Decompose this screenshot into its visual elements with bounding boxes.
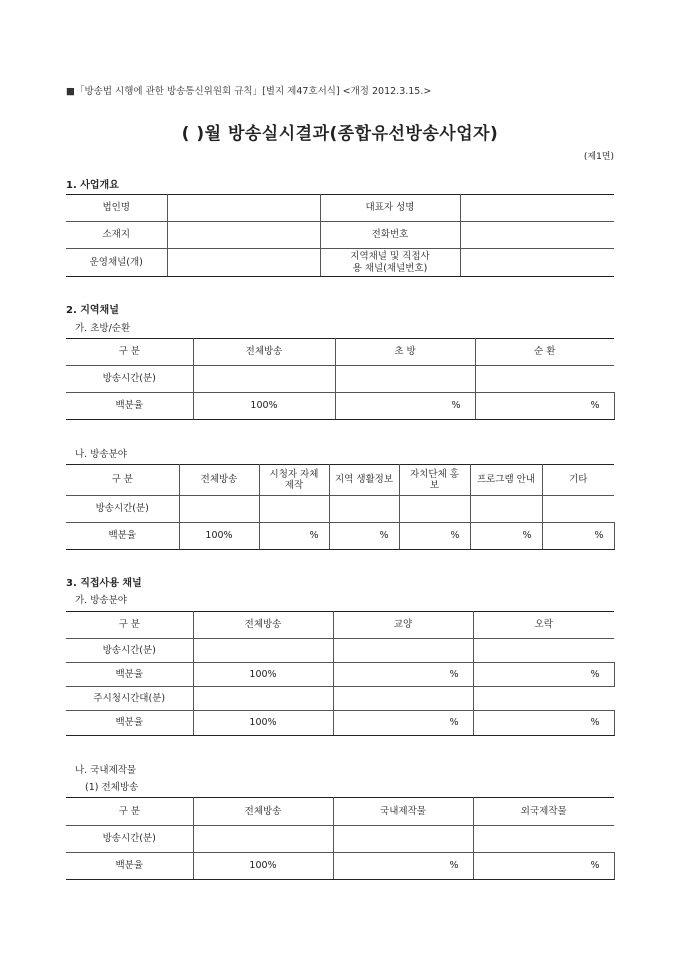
form-header: ■「방송법 시행에 관한 방송통신위원회 규칙」[별지 제47호서식] <개정 2012.3.15.> (66, 86, 432, 97)
airtime-rerun-field[interactable] (475, 366, 614, 393)
header-local-info: 지역 생활정보 (329, 465, 399, 496)
domestic-production-table (66, 797, 615, 880)
row-label-airtime: 방송시간(분) (66, 366, 193, 393)
label-phone: 전화번호 (320, 222, 460, 249)
percentage-program-guide-field[interactable]: % (470, 523, 542, 550)
header-foreign: 외국제작물 (473, 798, 614, 826)
row-label-percentage: 백분율 (66, 663, 193, 687)
header-education: 교양 (333, 612, 473, 639)
direct-channel-field-table (66, 611, 615, 736)
percentage-entertainment-field[interactable]: % (473, 663, 614, 687)
label-corp-name: 법인명 (66, 195, 167, 222)
label-local-direct-channels: 지역채널 및 직접사용 채널(채널번호) (320, 249, 460, 277)
section-3b-subtitle: 나. 국내제작물 (75, 765, 137, 776)
program-field-table (66, 464, 615, 550)
header-total: 전체방송 (193, 798, 333, 826)
row-label-airtime: 방송시간(분) (66, 639, 193, 663)
primetime-percentage-entertainment-field[interactable]: % (473, 711, 614, 736)
page-number: (제1면) (583, 152, 614, 162)
section-3-title: 3. 직접사용 채널 (66, 578, 142, 589)
ceo-name-field[interactable] (460, 195, 614, 222)
airtime-total-field[interactable] (193, 639, 333, 663)
primetime-entertainment-field[interactable] (473, 687, 614, 711)
phone-field[interactable] (460, 222, 614, 249)
section-1-title: 1. 사업개요 (66, 180, 119, 191)
header-viewer-produced: 시청자 자체제작 (259, 465, 329, 496)
header-category: 구 분 (66, 339, 193, 366)
header-category: 구 분 (66, 798, 193, 826)
airtime-first-run-field[interactable] (335, 366, 475, 393)
airtime-local-gov-field[interactable] (399, 496, 470, 523)
airtime-other-field[interactable] (542, 496, 614, 523)
percentage-first-run-field[interactable]: % (335, 393, 475, 420)
airtime-total-field[interactable] (193, 366, 335, 393)
airtime-total-field[interactable] (193, 826, 333, 853)
percentage-rerun-field[interactable]: % (475, 393, 614, 420)
percentage-education-field[interactable]: % (333, 663, 473, 687)
airtime-viewer-field[interactable] (259, 496, 329, 523)
section-2-title: 2. 지역채널 (66, 305, 119, 316)
business-overview-table (66, 194, 614, 277)
airtime-domestic-field[interactable] (333, 826, 473, 853)
label-ceo-name: 대표자 성명 (320, 195, 460, 222)
header-total: 전체방송 (193, 612, 333, 639)
percentage-total: 100% (193, 711, 333, 736)
local-direct-channels-field[interactable] (460, 249, 614, 277)
header-domestic: 국내제작물 (333, 798, 473, 826)
primetime-total-field[interactable] (193, 687, 333, 711)
airtime-total-field[interactable] (179, 496, 259, 523)
percentage-foreign-field[interactable]: % (473, 853, 614, 880)
row-label-percentage: 백분율 (66, 523, 179, 550)
percentage-local-info-field[interactable]: % (329, 523, 399, 550)
airtime-entertainment-field[interactable] (473, 639, 614, 663)
section-3a-subtitle: 가. 방송분야 (75, 595, 127, 606)
percentage-viewer-field[interactable]: % (259, 523, 329, 550)
airtime-education-field[interactable] (333, 639, 473, 663)
header-total: 전체방송 (193, 339, 335, 366)
section-2a-subtitle: 가. 초방/순환 (75, 323, 131, 334)
header-first-run: 초 방 (335, 339, 475, 366)
primetime-education-field[interactable] (333, 687, 473, 711)
header-category: 구 분 (66, 465, 179, 496)
airtime-program-guide-field[interactable] (470, 496, 542, 523)
row-label-percentage: 백분율 (66, 853, 193, 880)
page-title: ( )월 방송실시결과(종합유선방송사업자) (181, 124, 499, 144)
percentage-total: 100% (179, 523, 259, 550)
primetime-percentage-education-field[interactable]: % (333, 711, 473, 736)
percentage-total: 100% (193, 393, 335, 420)
header-local-gov-pr: 자치단체 홍보 (399, 465, 470, 496)
channels-operated-field[interactable] (167, 249, 320, 277)
percentage-local-gov-field[interactable]: % (399, 523, 470, 550)
corp-name-field[interactable] (167, 195, 320, 222)
header-entertainment: 오락 (473, 612, 614, 639)
row-label-airtime: 방송시간(분) (66, 826, 193, 853)
row-label-airtime: 방송시간(분) (66, 496, 179, 523)
label-channels-operated: 운영채널(개) (66, 249, 167, 277)
section-2b-subtitle: 나. 방송분야 (75, 449, 127, 460)
header-program-guide: 프로그램 안내 (470, 465, 542, 496)
airtime-local-info-field[interactable] (329, 496, 399, 523)
section-3b-subsubtitle: (1) 전체방송 (85, 782, 139, 793)
address-field[interactable] (167, 222, 320, 249)
header-rerun: 순 환 (475, 339, 614, 366)
row-label-primetime: 주시청시간대(분) (66, 687, 193, 711)
airtime-foreign-field[interactable] (473, 826, 614, 853)
percentage-total: 100% (193, 663, 333, 687)
percentage-other-field[interactable]: % (542, 523, 614, 550)
percentage-total: 100% (193, 853, 333, 880)
row-label-percentage: 백분율 (66, 393, 193, 420)
header-total: 전체방송 (179, 465, 259, 496)
first-run-rerun-table (66, 338, 615, 420)
header-other: 기타 (542, 465, 614, 496)
label-address: 소재지 (66, 222, 167, 249)
row-label-percentage: 백분율 (66, 711, 193, 736)
percentage-domestic-field[interactable]: % (333, 853, 473, 880)
header-category: 구 분 (66, 612, 193, 639)
